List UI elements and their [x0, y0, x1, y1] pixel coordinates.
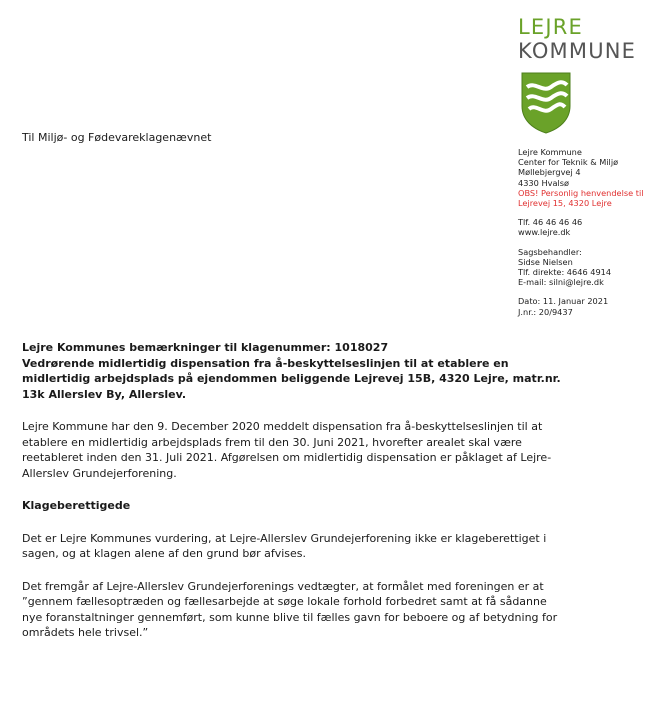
- paragraph: Lejre Kommune har den 9. December 2020 meddelt dispensation fra å-beskyttelseslinjen til at etablere en midlertidig arbejdsplads frem til den 30. Juni 2021, hvorefter arealet skal være reetableret inden den 31. Juli 2021. Afgørelsen om midlertidig dispensation er påklaget af Lejre-Allerslev Grundejerforening.: [22, 420, 552, 480]
- direct-phone: Tlf. direkte: 4646 4914: [518, 267, 612, 278]
- journal-number: J.nr.: 20/9437: [518, 306, 573, 317]
- letter-body: [22, 340, 562, 641]
- address-line: Lejre Kommune: [518, 147, 582, 157]
- paragraph: Det fremgår af Lejre-Allerslev Grundejerforenings vedtægter, at formålet med foreningen er at ”gennem fællesoptræden og fællesarbejde at søge lokale forhold forbedret samt at få sådanne nye foranstaltninger gennemført, som kunne blive til fælles gavn for beboere og af betydning for områdets hele trivsel.”: [22, 579, 558, 639]
- address-line: 4330 Hvalsø: [518, 177, 570, 188]
- sender-info: [518, 147, 668, 317]
- letter-date: Dato: 11. Januar 2021: [518, 296, 609, 307]
- website: www.lejre.dk: [518, 227, 571, 238]
- case-handler-name: Sidse Nielsen: [518, 256, 573, 267]
- paragraph: Det er Lejre Kommunes vurdering, at Lejre-Allerslev Grundejerforening ikke er klageberettiget i sagen, og at klagen alene af den grund bør afvises.: [22, 531, 547, 560]
- case-handler-label: Sagsbehandler:: [518, 246, 582, 257]
- municipal-crest-icon: [521, 72, 571, 134]
- address-line: Center for Teknik & Miljø: [518, 157, 619, 168]
- recipient-line: Til Miljø- og Fødevareklagenævnet: [22, 131, 212, 144]
- sender-address: [518, 147, 668, 208]
- address-line: Møllebjergvej 4: [518, 167, 581, 178]
- visit-notice-line: OBS! Personlig henvendelse til: [518, 187, 644, 198]
- section-heading: Klageberettigede: [22, 499, 131, 512]
- logo-text-kommune: KOMMUNE: [518, 39, 637, 63]
- phone: Tlf. 46 46 46 46: [518, 217, 583, 228]
- letter-heading: Lejre Kommunes bemærkninger til klagenummer: 1018027: [22, 341, 389, 354]
- visit-notice-line: Lejrevej 15, 4320 Lejre: [518, 198, 612, 209]
- logo-text-lejre: LEJRE: [518, 15, 584, 39]
- email: E-mail: silni@lejre.dk: [518, 277, 604, 288]
- letter-subject: Vedrørende midlertidig dispensation fra å-beskyttelseslinjen til at etablere en midlertidig arbejdsplads på ejendommen beliggende Lejrevej 15B, 4320 Lejre, matr.nr. 13k Allerslev By, Allerslev.: [22, 356, 561, 401]
